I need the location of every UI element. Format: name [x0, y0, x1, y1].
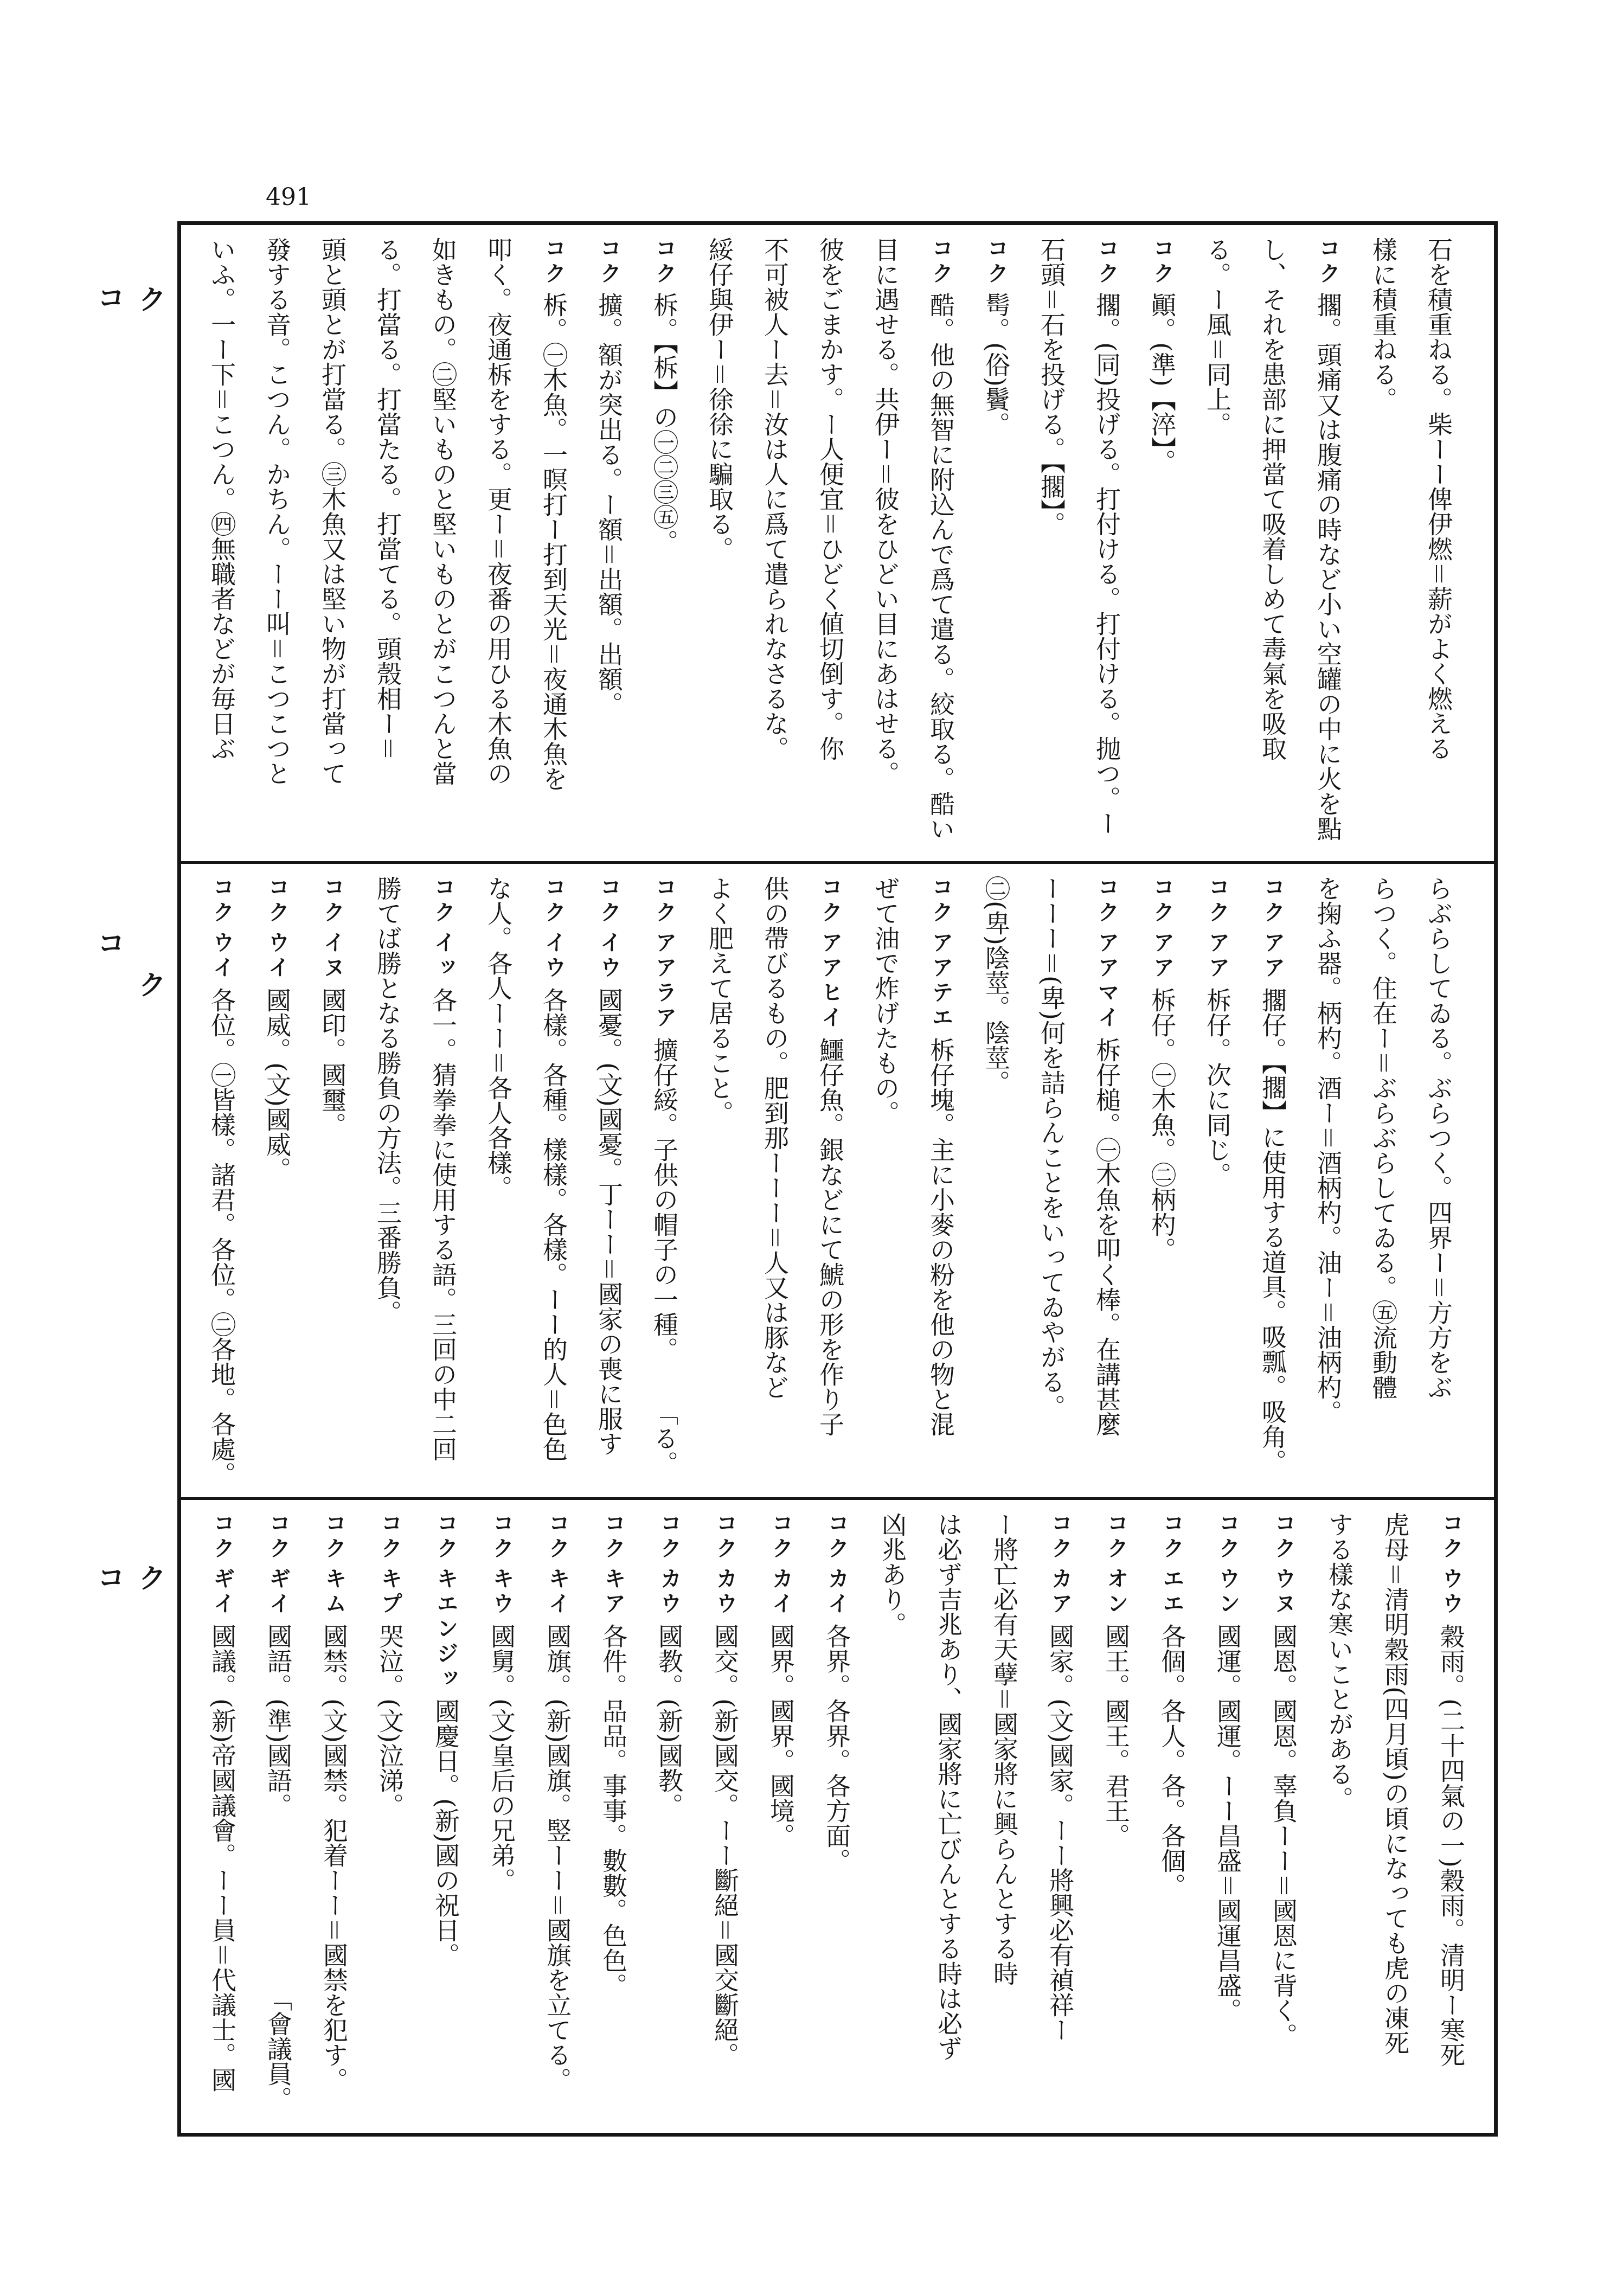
entry-text: 鱷仔魚。銀などにて鯱の形を作り子: [816, 1037, 845, 1436]
entry-text: よく肥えて居ること。: [705, 876, 734, 1125]
headword-reading: イッ: [431, 931, 456, 981]
text-column: [194, 225, 249, 861]
entry-text: する樣な寒いことがある。: [1325, 1512, 1354, 1811]
headword-reading: アアラア: [652, 931, 677, 1031]
entry-text: ー將亡必有天孽＝國家將に興らんとする時: [990, 1512, 1019, 1986]
continuation-text: 「會議員。: [264, 1986, 293, 2111]
text-column: [1367, 1500, 1423, 2133]
margin-label-bottom-ku: ク: [139, 1563, 166, 1594]
text-column: [1032, 1500, 1088, 2133]
headword-kana: コク: [1094, 876, 1119, 926]
headword-reading: イウ: [596, 931, 621, 981]
headword-kana: コク: [209, 876, 234, 926]
text-column: [194, 864, 249, 1497]
text-column: [697, 1500, 753, 2133]
entry-text: 國印。國璽。: [318, 987, 347, 1137]
text-column: [1245, 864, 1300, 1497]
entry-text: 擱仔。【擱】に使用する道具。吸瓢。吸角。: [1258, 987, 1287, 1474]
margin-label-bottom-ko: コ: [98, 1562, 125, 1594]
text-column: [360, 864, 415, 1497]
entry-text: 柝仔。㊀木魚。㊁柄杓。: [1147, 987, 1177, 1262]
headword-kana: コク: [596, 237, 621, 287]
text-column: [1300, 225, 1356, 861]
margin-label-top-ko: コ: [98, 283, 125, 314]
text-column: [249, 864, 305, 1497]
text-column: [637, 225, 692, 861]
headword-reading: エエ: [1159, 1567, 1184, 1617]
headword-reading: イウ: [541, 931, 566, 981]
headword-kana: コク: [377, 1512, 402, 1562]
headword-kana: コク: [266, 1512, 291, 1562]
headword-kana: コク: [431, 876, 456, 926]
text-column: [418, 1500, 473, 2133]
margin-label-middle-ku: ク: [139, 970, 166, 1001]
headword-kana: コク: [1104, 1512, 1128, 1562]
entry-text: 國運。國運。ーー昌盛＝國運昌盛。: [1213, 1624, 1242, 2023]
continuation-text: 「る。: [650, 1401, 679, 1476]
headword-kana: コク: [657, 1512, 682, 1562]
headword-kana: コク: [1094, 237, 1119, 287]
entry-text: 如きもの。㊁堅いものと堅いものとがこつんと當: [428, 237, 458, 786]
text-column: [1411, 864, 1466, 1497]
text-column: [637, 864, 692, 1497]
headword-kana: コク: [768, 1512, 793, 1562]
entry-text: 供の帶びるもの。肥到那ーーー＝人又は豚など: [760, 876, 790, 1400]
headword-reading: キア: [601, 1567, 626, 1617]
headword-reading: カア: [1048, 1567, 1073, 1617]
text-column: [858, 864, 913, 1497]
text-column: [1300, 864, 1356, 1497]
headword-kana: コク: [265, 876, 290, 926]
headword-kana: コク: [713, 1512, 737, 1562]
text-column: [913, 864, 968, 1497]
text-column: [305, 864, 360, 1497]
text-column: [1199, 1500, 1255, 2133]
entry-text: 國恩。國恩。辜負ーー＝國恩に背く。: [1269, 1624, 1298, 2048]
text-column: [306, 1500, 362, 2133]
headword-kana: コク: [545, 1512, 570, 1562]
headword-kana: コク: [1048, 1512, 1073, 1562]
text-column: [1190, 225, 1245, 861]
headword-kana: コク: [596, 876, 621, 926]
headword-kana: コク: [1205, 876, 1230, 926]
headword-kana: コク: [652, 876, 677, 926]
headword-reading: イヌ: [320, 931, 345, 981]
headword-kana: コク: [210, 1512, 235, 1562]
text-column: [1423, 1500, 1479, 2133]
entry-text: 各位。㊀皆樣。諸君。各位。㊁各地。各處。: [207, 987, 236, 1486]
entry-text: 國議。(新)帝國議會。ーー員＝代議士。國: [208, 1624, 237, 2092]
text-column: [250, 1500, 306, 2133]
headword-kana: コク: [984, 237, 1009, 287]
text-column: [1024, 225, 1079, 861]
entry-text: らぶらしてゐる。ぶらつく。四界ー＝方方をぶ: [1424, 876, 1453, 1400]
headword-reading: カウ: [657, 1567, 682, 1617]
text-column: [360, 225, 415, 861]
text-column: [305, 225, 360, 861]
headword-reading: カウ: [713, 1567, 737, 1617]
headword-kana: コク: [818, 876, 843, 926]
text-column: [809, 1500, 864, 2133]
entry-text: 各樣。各種。樣樣。各樣。ーー的人＝色色: [539, 987, 568, 1461]
entry-text: 穀雨。(二十四氣の一)穀雨。清明ー寒死: [1436, 1624, 1466, 2067]
headword-kana: コク: [489, 1512, 514, 1562]
entry-text: 國教。(新)國教。: [655, 1624, 684, 1818]
text-column: [1311, 1500, 1367, 2133]
entry-text: 勝てば勝となる勝負の方法。三番勝負。: [373, 876, 402, 1325]
headword-reading: アア: [1150, 931, 1175, 981]
headword-kana: コク: [1150, 237, 1175, 287]
headword-reading: アアテエ: [928, 931, 953, 1031]
text-column: [1356, 864, 1411, 1497]
entry-text: らつく。住在ー＝ぶらぶらしてゐる。㊄流動體: [1369, 876, 1398, 1400]
entry-text: 柝。㊀木魚。一暝打ー打到天光＝夜通木魚を: [539, 292, 568, 791]
entry-text: 柝仔槌。㊀木魚を叩く棒。在講甚麼: [1092, 1037, 1121, 1436]
text-column: [194, 1500, 250, 2133]
entry-text: 國舅。(文)皇后の兄弟。: [487, 1624, 516, 1893]
entry-text: ぜて油で炸げたもの。: [871, 876, 900, 1125]
text-column: [1245, 225, 1300, 861]
margin-label-middle-ko: コ: [98, 928, 125, 959]
headword-kana: コク: [824, 1512, 849, 1562]
headword-kana: コク: [541, 237, 566, 287]
entry-text: 國旗。(新)國旗。竪ーー＝國旗を立てる。: [543, 1624, 572, 2092]
headword-kana: コク: [652, 237, 677, 287]
headword-kana: コク: [1159, 1512, 1184, 1562]
entry-text: 石を積重ねる。柴ーー俾伊燃＝薪がよく燃える: [1424, 237, 1453, 761]
entry-text: 柝仔塊。主に小麥の粉を他の物と混: [926, 1037, 955, 1436]
text-column: [1079, 864, 1134, 1497]
margin-label-top-ku: ク: [139, 284, 166, 316]
text-column: [968, 225, 1024, 861]
entry-text: 髩。(俗)鬢。: [982, 292, 1011, 437]
headword-kana: コク: [601, 1512, 626, 1562]
headword-kana: コク: [322, 1512, 347, 1562]
entry-text: 石頭＝石を投げる。【擱】。: [1037, 237, 1066, 536]
text-column: [641, 1500, 697, 2133]
entry-text: は必ず吉兆あり、國家將に亡びんとする時は必ず: [934, 1512, 963, 2061]
text-column: [1255, 1500, 1311, 2133]
entry-text: 虎母＝清明穀雨(四月頃)の頃になっても虎の凍死: [1381, 1512, 1410, 2055]
dictionary-band-bottom: [181, 1497, 1494, 2133]
text-column: [1024, 864, 1079, 1497]
headword-reading: アア: [1205, 931, 1230, 981]
text-column: [471, 225, 526, 861]
headword-reading: アアマイ: [1094, 931, 1119, 1031]
text-column: [1134, 864, 1190, 1497]
entry-text: ーーー＝(卑)何を詰らんことをいってゐやがる。: [1037, 876, 1066, 1419]
entry-text: 國憂。(文)國憂。丁ーー＝國家の喪に服す: [594, 987, 624, 1456]
entry-text: 凶兆あり。: [878, 1512, 907, 1637]
entry-text: 國威。(文)國威。: [262, 987, 292, 1182]
entry-text: 顚。(準)【淬】。: [1147, 292, 1177, 474]
headword-kana: コク: [541, 876, 566, 926]
entry-text: 國界。國界。國境。: [766, 1624, 796, 1848]
text-column: [1356, 225, 1411, 861]
text-column: [976, 1500, 1032, 2133]
text-column: [692, 225, 747, 861]
dictionary-band-top: [181, 225, 1494, 861]
headword-kana: コク: [1260, 876, 1285, 926]
text-column: [803, 864, 858, 1497]
entry-text: 國禁。(文)國禁。犯着ーー＝國禁を犯す。: [319, 1624, 349, 2092]
entry-text: 叩く。夜通柝をする。更ー＝夜番の用ひる木魚の: [484, 237, 513, 786]
entry-text: 各件。品品。事事。數數。色色。: [599, 1624, 628, 1998]
headword-reading: アア: [1260, 931, 1285, 981]
headword-kana: コク: [928, 237, 953, 287]
entry-text: を掬ふ器。柄杓。酒ー＝酒柄杓。油ー＝油柄杓。: [1313, 876, 1343, 1425]
text-column: [858, 225, 913, 861]
headword-kana: コク: [1316, 237, 1340, 287]
entry-text: 彼をごまかす。ー人便宜＝ひどく値切倒す。你: [816, 237, 845, 761]
entry-text: 各一。猜拳拳に使用する語。三回の中二回: [428, 987, 458, 1461]
headword-reading: ウン: [1215, 1567, 1240, 1617]
headword-reading: キイ: [545, 1567, 570, 1617]
text-column: [581, 225, 637, 861]
text-column: [1190, 864, 1245, 1497]
text-column: [1144, 1500, 1199, 2133]
entry-text: 國語。(準)國語。: [264, 1624, 293, 1818]
entry-text: ㊁(卑)陰莖。陰莖。: [982, 876, 1011, 1095]
text-column: [968, 864, 1024, 1497]
headword-reading: オン: [1104, 1567, 1128, 1617]
text-column: [249, 225, 305, 861]
entry-text: 各界。各界。各方面。: [822, 1624, 851, 1873]
headword-reading: キプ: [377, 1567, 402, 1617]
entry-text: 各個。各人。各。各個。: [1157, 1624, 1186, 1898]
text-column: [415, 864, 471, 1497]
headword-kana: コク: [928, 876, 953, 926]
entry-text: 不可被人ー去＝汝は人に爲て遣られなさるな。: [760, 237, 790, 761]
headword-reading: キエンジッ: [433, 1567, 458, 1692]
text-column: [585, 1500, 641, 2133]
entry-text: 國交。(新)國交。ーー斷絕＝國交斷絕。: [710, 1624, 740, 2067]
headword-reading: アアヒイ: [818, 931, 843, 1031]
entry-text: 擱。(同)投げる。打付ける。打付ける。抛つ。ー: [1092, 292, 1121, 836]
entry-text: 柝。【柝】の㊀㊁㊂㊄。: [650, 292, 679, 554]
headword-reading: ウイ: [209, 931, 234, 981]
entry-text: 頭と頭とが打當る。㊂木魚又は堅い物が打當って: [318, 237, 347, 786]
headword-reading: キム: [322, 1567, 347, 1617]
entry-text: 柝仔。次に同じ。: [1203, 987, 1232, 1187]
headword-kana: コク: [1150, 876, 1175, 926]
text-column: [864, 1500, 920, 2133]
headword-reading: ウウ: [1439, 1567, 1464, 1617]
text-column: [753, 1500, 809, 2133]
text-column: [362, 1500, 418, 2133]
dictionary-frame: [177, 221, 1498, 2137]
text-column: [692, 864, 747, 1497]
entry-text: 目に遇せる。共伊ー＝彼をひどい目にあはせる。: [871, 237, 900, 786]
entry-text: る。打當る。打當たる。打當てる。頭殼相ー＝: [373, 237, 402, 761]
headword-kana: コク: [320, 876, 345, 926]
headword-kana: コク: [1271, 1512, 1296, 1562]
entry-text: 樣に積重ねる。: [1369, 237, 1398, 412]
entry-text: 綏仔與伊ー＝徐徐に騙取る。: [705, 237, 734, 561]
page-number: 491: [266, 183, 311, 211]
headword-kana: コク: [1439, 1512, 1464, 1562]
entry-text: 國家。(文)國家。ーー將興必有禎祥ー: [1045, 1624, 1075, 2042]
text-column: [1411, 225, 1466, 861]
entry-text: 國王。國王。君王。: [1101, 1624, 1131, 1848]
text-column: [1088, 1500, 1144, 2133]
entry-text: る。ー風＝同上。: [1203, 237, 1232, 437]
text-column: [747, 225, 803, 861]
headword-kana: コク: [1215, 1512, 1240, 1562]
text-column: [581, 864, 637, 1497]
headword-kana: コク: [433, 1512, 458, 1562]
text-column: [471, 864, 526, 1497]
entry-text: 發する音。こつん。かちん。ーー叫＝こつこつと: [262, 237, 292, 786]
dictionary-band-middle: [181, 861, 1494, 1497]
entry-text: 擱。頭痛又は腹痛の時など小い空罐の中に火を點: [1313, 292, 1343, 841]
text-column: [1079, 225, 1134, 861]
text-column: [526, 864, 581, 1497]
text-column: [473, 1500, 529, 2133]
headword-reading: カイ: [824, 1567, 849, 1617]
entry-text: 國慶日。(新)國の祝日。: [431, 1698, 460, 1967]
entry-text: 酷。他の無智に附込んで爲て遣る。絞取る。酷い: [926, 292, 955, 841]
text-column: [526, 225, 581, 861]
entry-text: 擴。額が突出る。ー額＝出額。出額。: [594, 292, 624, 716]
entry-text: いふ。一ー下＝こつん。㊃無職者などが毎日ぶ: [207, 237, 236, 761]
text-column: [415, 225, 471, 861]
headword-reading: ギイ: [210, 1567, 235, 1617]
text-column: [913, 225, 968, 861]
entry-text: 哭泣。(文)泣涕。: [375, 1624, 405, 1818]
entry-text: な人。各人ーー＝各人各樣。: [484, 876, 513, 1200]
text-column: [529, 1500, 585, 2133]
headword-reading: キウ: [489, 1567, 514, 1617]
text-column: [1134, 225, 1190, 861]
headword-reading: ウイ: [265, 931, 290, 981]
headword-reading: カイ: [768, 1567, 793, 1617]
entry-text: し、それを患部に押當て吸着しめて毒氣を吸取: [1258, 237, 1287, 761]
text-column: [920, 1500, 976, 2133]
text-column: [747, 864, 803, 1497]
headword-reading: ウヌ: [1271, 1567, 1296, 1617]
headword-reading: ギイ: [266, 1567, 291, 1617]
entry-text: 擴仔綏。子供の帽子の一種。: [650, 1037, 679, 1362]
text-column: [803, 225, 858, 861]
